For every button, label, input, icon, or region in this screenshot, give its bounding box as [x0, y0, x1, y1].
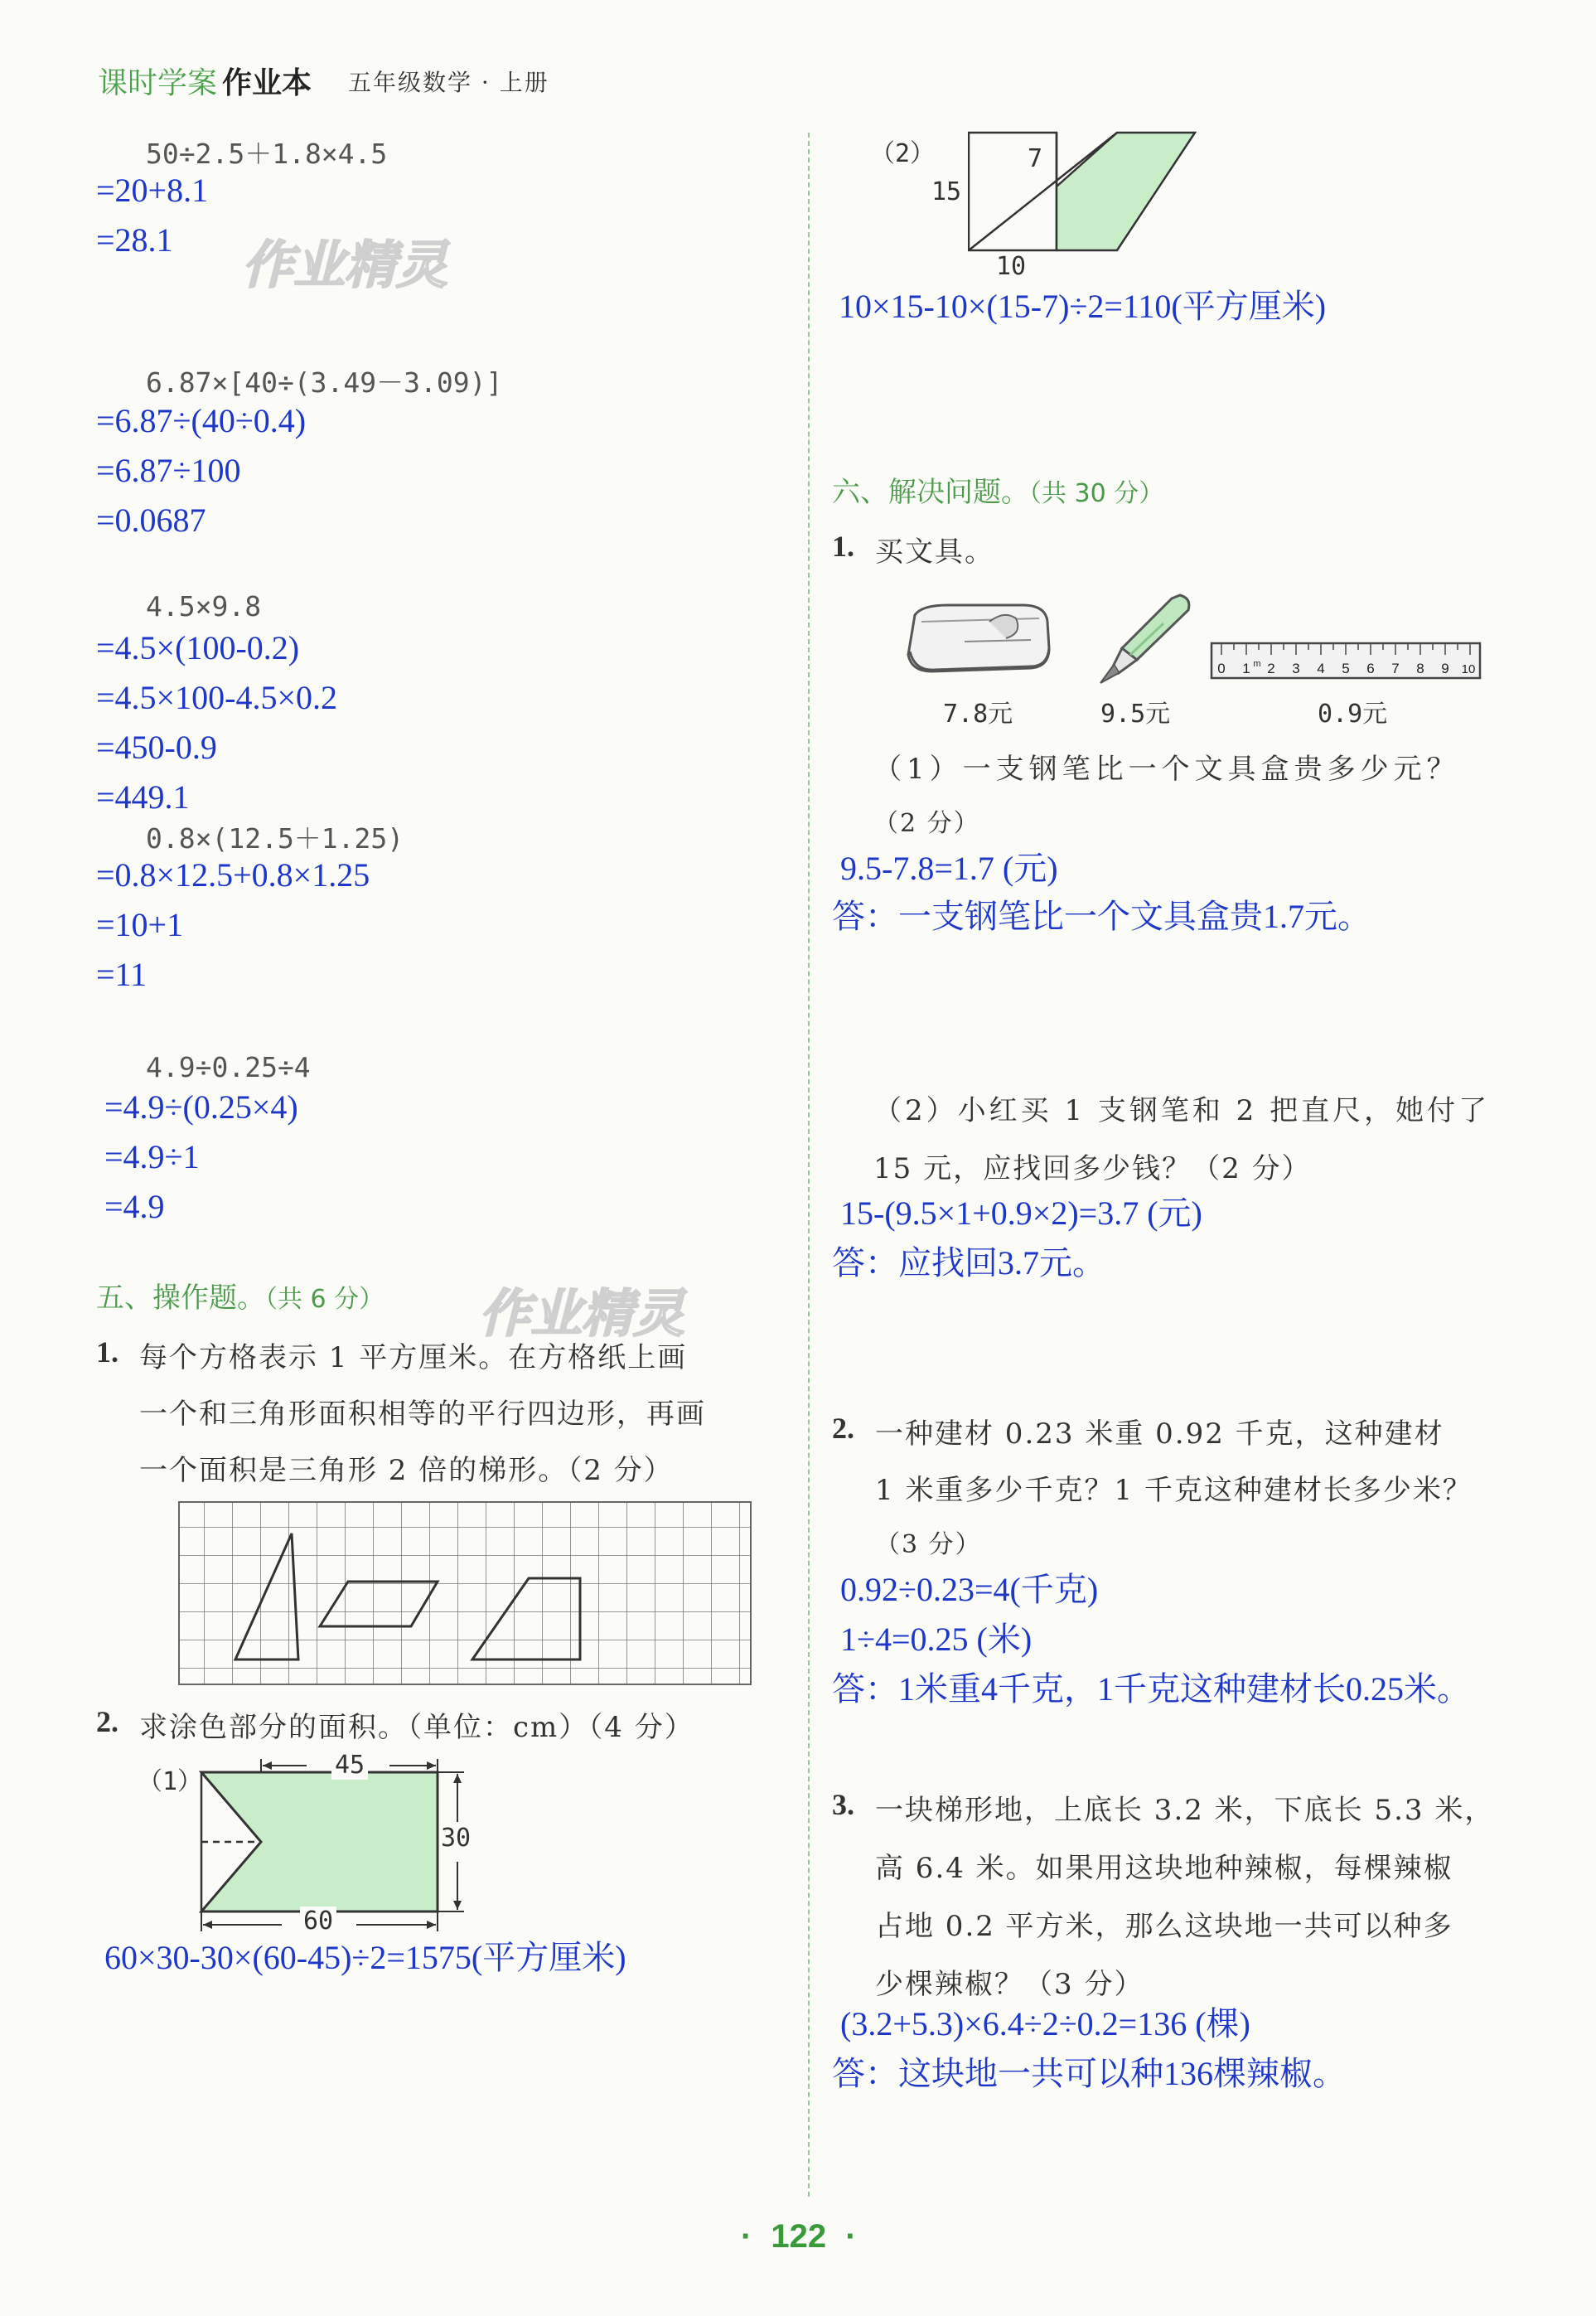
calc-step: =28.1	[96, 221, 173, 259]
question-line: （2 分）	[873, 809, 980, 838]
question-line: 一个面积是三角形 2 倍的梯形。（2 分）	[139, 1454, 674, 1487]
ruler-tick-label: 0	[1217, 661, 1226, 676]
page-number: · 122 ·	[741, 2218, 857, 2255]
dimension-label-top: 45	[331, 1751, 368, 1780]
calc-step: =4.5×100-4.5×0.2	[96, 679, 337, 716]
calc-expression: 0.8×(12.5＋1.25)	[146, 822, 404, 855]
calc-step: =11	[96, 956, 148, 993]
price-label: 0.9元	[1318, 700, 1388, 729]
section-title: 六、解决问题。	[832, 476, 1029, 509]
question-line: （3 分）	[875, 1530, 982, 1559]
ruler-image	[1210, 642, 1483, 680]
calc-step: =4.5×(100-0.2)	[96, 629, 300, 666]
question-line: 少棵辣椒？（3 分）	[875, 1968, 1144, 2001]
answer-equation: (3.2+5.3)×6.4÷2÷0.2=136 (棵)	[840, 2005, 1250, 2042]
calc-step: =0.8×12.5+0.8×1.25	[96, 856, 370, 894]
watermark: 作业精灵	[479, 1283, 685, 1344]
dimension-label-bottom: 10	[996, 252, 1027, 281]
question-line: （1）一支钢笔比一个文具盒贵多少元？	[873, 753, 1460, 786]
calc-step: =4.9÷(0.25×4)	[104, 1088, 298, 1126]
price-label: 7.8元	[943, 700, 1013, 729]
question-line: （2）小红买 1 支钢笔和 2 把直尺，她付了	[873, 1094, 1491, 1127]
ruler-tick-label: 1	[1242, 661, 1250, 676]
ruler-unit-label: m	[1253, 659, 1261, 669]
watermark: 作业精灵	[242, 235, 448, 295]
section-points: （共 30 分）	[1029, 479, 1164, 508]
ruler-tick-label: 8	[1416, 661, 1424, 676]
question-number: 1.	[832, 530, 854, 563]
answer-equation: 15-(9.5×1+0.9×2)=3.7 (元)	[840, 1194, 1202, 1232]
price-label: 9.5元	[1100, 700, 1171, 729]
answer-equation: 9.5-7.8=1.7 (元)	[840, 850, 1058, 887]
calc-step: =10+1	[96, 906, 184, 943]
calc-expression: 4.5×9.8	[146, 590, 262, 623]
ruler-tick-label: 7	[1391, 661, 1400, 676]
header-book: 作业本	[222, 66, 312, 100]
calc-step: =449.1	[96, 778, 190, 816]
calc-step: =0.0687	[96, 501, 206, 539]
section-title: 五、操作题。	[96, 1282, 265, 1315]
question-line: 占地 0.2 平方米，那么这块地一共可以种多	[875, 1910, 1453, 1943]
dimension-label-left: 15	[931, 177, 962, 206]
calc-expression: 50÷2.5＋1.8×4.5	[146, 138, 388, 170]
shaded-figure-2	[968, 131, 1208, 257]
ruler-tick-label: 9	[1441, 661, 1449, 676]
question-number: 1.	[96, 1335, 118, 1369]
ruler-tick-label: 4	[1317, 661, 1325, 676]
question-number: 3.	[832, 1788, 854, 1821]
calc-step: =4.9÷1	[104, 1138, 200, 1175]
column-divider	[808, 133, 810, 2197]
calc-step: =20+8.1	[96, 172, 209, 209]
figure-2-answer: 10×15-10×(15-7)÷2=110(平方厘米)	[839, 288, 1327, 325]
question-title: 买文具。	[875, 535, 994, 569]
question-line: 1 米重多少千克？1 千克这种建材长多少米？	[875, 1474, 1473, 1507]
dimension-label-bottom: 60	[300, 1907, 336, 1936]
fountain-pen-image	[1089, 589, 1197, 688]
calc-step: =6.87÷100	[96, 452, 241, 489]
calc-step: =6.87÷(40÷0.4)	[96, 402, 307, 439]
answer-statement: 答：应找回3.7元。	[832, 1244, 1105, 1282]
question-line: 一种建材 0.23 米重 0.92 千克，这种建材	[875, 1417, 1444, 1451]
dimension-label-right: 30	[441, 1824, 472, 1853]
grid-paper-figure	[176, 1499, 756, 1689]
ruler-tick-label: 5	[1342, 661, 1350, 676]
pencil-case-image	[898, 597, 1056, 680]
page-number-value: 122	[771, 2218, 827, 2255]
answer-statement: 答：一支钢笔比一个文具盒贵1.7元。	[832, 898, 1371, 935]
figure-label: （2）	[870, 139, 936, 168]
ruler-tick-label: 3	[1292, 661, 1300, 676]
calc-step: =450-0.9	[96, 729, 217, 766]
question-line: 每个方格表示 1 平方厘米。在方格纸上画	[139, 1341, 688, 1374]
question-line: 一块梯形地，上底长 3.2 米，下底长 5.3 米，	[875, 1794, 1495, 1827]
section-6-heading	[832, 469, 1163, 510]
answer-statement: 答：这块地一共可以种136棵辣椒。	[832, 2055, 1346, 2092]
ruler-tick-label: 10	[1461, 662, 1476, 676]
figure-1-answer: 60×30-30×(60-45)÷2=1575(平方厘米)	[104, 1939, 626, 1976]
dimension-label-inner: 7	[1028, 144, 1043, 173]
calc-expression: 6.87×[40÷(3.49－3.09)]	[146, 366, 503, 399]
section-5-heading	[96, 1275, 384, 1315]
question-number: 2.	[96, 1705, 118, 1738]
header-series: 课时学案	[98, 66, 218, 100]
calc-expression: 4.9÷0.25÷4	[146, 1051, 311, 1083]
calc-step: =4.9	[104, 1188, 165, 1225]
question-line: 15 元，应找回多少钱？（2 分）	[873, 1152, 1312, 1185]
ruler-tick-label: 2	[1267, 661, 1275, 676]
question-text: 求涂色部分的面积。（单位：cm）（4 分）	[139, 1711, 694, 1744]
ruler-tick-label: 6	[1366, 661, 1375, 676]
question-line: 高 6.4 米。如果用这块地种辣椒，每棵辣椒	[875, 1852, 1453, 1885]
section-points: （共 6 分）	[265, 1285, 384, 1314]
question-line: 一个和三角形面积相等的平行四边形，再画	[139, 1398, 706, 1431]
header-subtitle: 五年级数学 · 上册	[348, 69, 549, 96]
question-number: 2.	[832, 1412, 854, 1445]
answer-equation: 0.92÷0.23=4(千克)	[840, 1571, 1099, 1608]
answer-equation: 1÷4=0.25 (米)	[840, 1621, 1033, 1658]
figure-label: （1）	[138, 1767, 203, 1796]
answer-statement: 答：1米重4千克，1千克这种建材长0.25米。	[832, 1670, 1470, 1708]
